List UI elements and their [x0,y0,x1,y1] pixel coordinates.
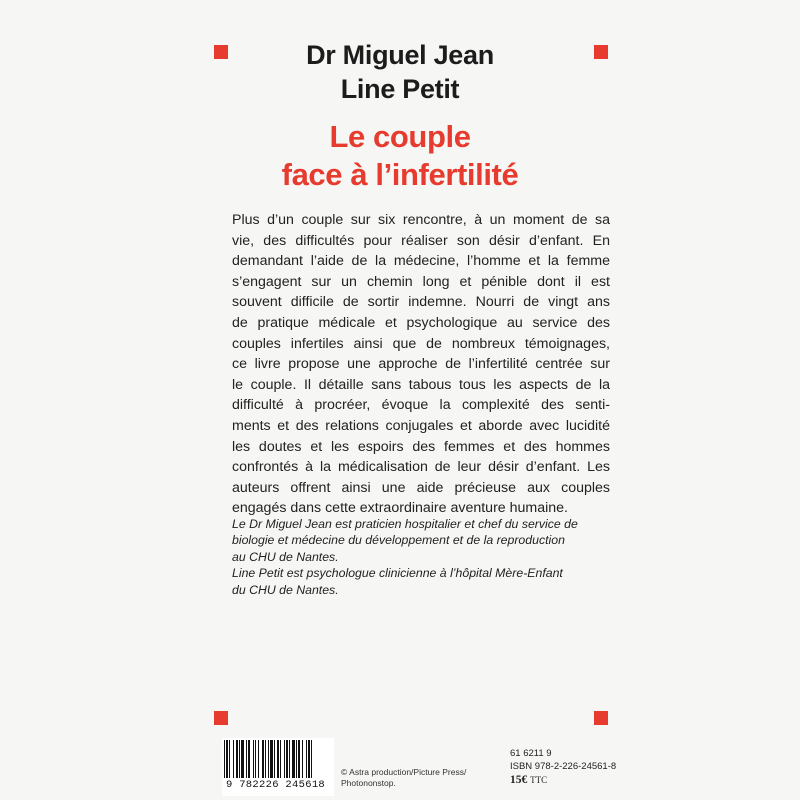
blurb-line: Plus d’un couple sur six rencontre, à un moment de sa [232,212,610,228]
blurb-line: les doutes et les espoirs des femmes et des hommes [232,438,610,455]
author-names [0,38,800,106]
blurb-line: auteurs offrent ainsi une aide précieuse aux couples [232,479,610,496]
blurb-line: vie, des difficultés pour réaliser son désir d’enfant. En [232,232,610,249]
credit-line: © Astra production/Picture Press/ [341,767,467,777]
title-line: Le couple [329,119,471,154]
photo-credit [341,767,466,789]
price-suffix: TTC [530,775,548,785]
publication-info [510,748,616,788]
blurb-line: confrontés à la médicalisation de leur désir d’enfant. Les [232,459,610,476]
bio-line: Line Petit est psychologue clinicienne à l’hôpital Mère-Enfant [232,566,563,581]
author-name: Dr Miguel Jean [306,40,494,70]
barcode-number: 9 782226 245618 [226,779,334,792]
blurb-line: demandant l’aide de la médecine, l’homme et la femme [232,253,610,270]
corner-square-bottom-right [594,711,608,725]
title-line: face à l’infertilité [281,157,519,192]
credit-line: Photononstop. [341,778,396,788]
book-title [0,118,800,194]
bio-line: Le Dr Miguel Jean est praticien hospitalier et chef du service de [232,517,578,531]
price-value: 15€ [510,774,528,786]
author-name: Line Petit [340,74,460,104]
blurb-line: difficulté à procréer, évoque la complexité des senti- [232,397,610,414]
blurb-line: ce livre propose une approche de l’infertilité centrée sur [232,356,610,373]
barcode-bars [222,738,334,780]
bio-line: au CHU de Nantes. [232,549,339,564]
blurb-line: souvent difficile de sortir indemne. Nourri de vingt ans [232,294,610,311]
product-code: 61 6211 9 [510,748,552,759]
bio-line: du CHU de Nantes. [232,582,339,597]
corner-square-bottom-left [214,711,228,725]
blurb-line: de pratique médicale et psychologique au service des [232,314,610,331]
book-blurb [232,210,610,519]
author-bio [232,516,622,598]
blurb-line: le couple. Il détaille sans tabous tous les aspects de la [232,376,610,393]
price [510,773,616,788]
blurb-line: ments et des relations conjugales et aborde avec lucidité [232,417,610,434]
blurb-line: engagés dans cette extraordinaire aventure humaine. [232,500,568,517]
blurb-line: couples infertiles ainsi que de nombreux témoignages, [232,335,610,352]
isbn-text: ISBN 978-2-226-24561-8 [510,760,617,772]
blurb-line: s’engagent sur un chemin long et pénible dont il est [232,273,610,290]
bio-line: biologie et médecine du développement et de la reproduction [232,533,565,548]
